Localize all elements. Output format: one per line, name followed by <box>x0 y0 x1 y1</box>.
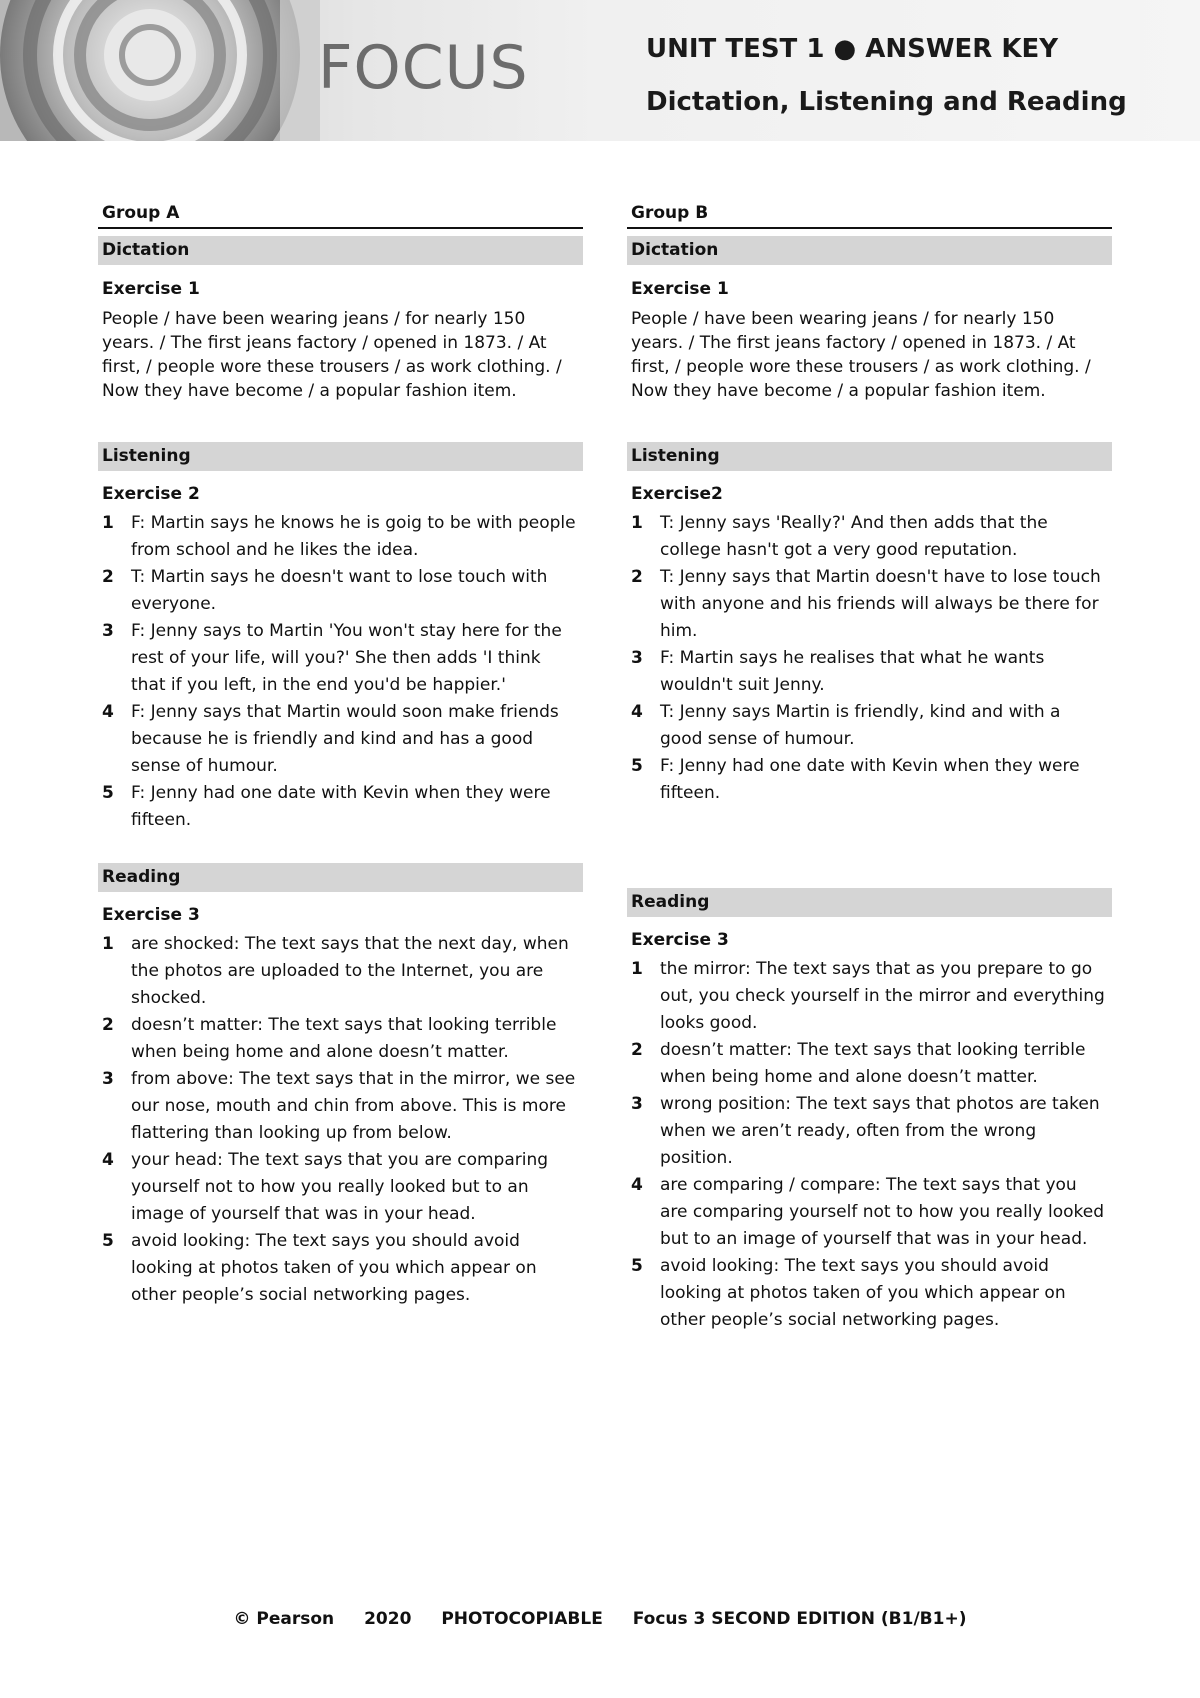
page-footer <box>0 1609 1200 1629</box>
list-item: 5 F: Jenny had one date with Kevin when they were fifteen. <box>631 756 1080 803</box>
group-b-column <box>627 203 1112 1334</box>
list-item: 3 F: Martin says he realises that what he wants wouldn't suit Jenny. <box>631 648 1045 695</box>
group-b-reading-list <box>627 956 1112 1334</box>
page-subtitle: Dictation, Listening and Reading <box>646 87 1127 117</box>
group-b-dictation-text: People / have been wearing jeans / for nearly 150 years. / The first jeans factory / opened in 1873. / At first, / people wore these trousers / as work clothing. / Now they have become / a popular fashion item. <box>631 309 1091 401</box>
list-item: 1 are shocked: The text says that the next day, when the photos are uploaded to the Internet, you are shocked. <box>102 934 569 1008</box>
list-item: 5 F: Jenny had one date with Kevin when they were fifteen. <box>102 783 551 830</box>
list-item: 2 T: Jenny says that Martin doesn't have to lose touch with anyone and his friends will always be there for him. <box>631 567 1101 641</box>
list-item: 4 T: Jenny says Martin is friendly, kind and with a good sense of humour. <box>631 702 1061 749</box>
group-b-listening-heading: Listening <box>627 442 1112 471</box>
group-a-listening-heading: Listening <box>98 442 583 471</box>
list-item: 2 T: Martin says he doesn't want to lose touch with everyone. <box>102 567 548 614</box>
list-item: 1 F: Martin says he knows he is goig to be with people from school and he likes the idea. <box>102 513 576 560</box>
group-a-reading-list <box>98 931 583 1309</box>
list-item: 5 avoid looking: The text says you should avoid looking at photos taken of you which appear on other people’s social networking pages. <box>631 1256 1066 1330</box>
page-title: UNIT TEST 1 ● ANSWER KEY <box>646 34 1059 64</box>
group-a-dictation-exercise: Exercise 1 <box>102 279 200 299</box>
footer-year: 2020 <box>364 1609 412 1629</box>
list-item: 3 wrong position: The text says that photos are taken when we aren’t ready, often from the wrong position. <box>631 1094 1100 1168</box>
list-item: 4 are comparing / compare: The text says that you are comparing yourself not to how you really looked but to an image of yourself that was in your head. <box>631 1175 1105 1249</box>
group-a-title: Group A <box>98 203 583 229</box>
footer-copyright: © Pearson <box>233 1609 335 1629</box>
group-a-listening-list <box>98 510 583 834</box>
list-item: 1 T: Jenny says 'Really?' And then adds that the college hasn't got a very good reputation. <box>631 513 1048 560</box>
group-b-listening-exercise: Exercise2 <box>631 484 723 504</box>
group-a-dictation-heading: Dictation <box>98 236 583 265</box>
focus-logo: FOCUS <box>318 33 529 103</box>
group-a-column <box>98 203 583 1309</box>
group-a-dictation-text: People / have been wearing jeans / for nearly 150 years. / The first jeans factory / opened in 1873. / At first, / people wore these trousers / as work clothing. / Now they have become / a popular fashion item. <box>102 309 562 401</box>
group-b-title: Group B <box>627 203 1112 229</box>
group-b-dictation-exercise: Exercise 1 <box>631 279 729 299</box>
list-item: 5 avoid looking: The text says you should avoid looking at photos taken of you which appear on other people’s social networking pages. <box>102 1231 537 1305</box>
list-item: 2 doesn’t matter: The text says that looking terrible when being home and alone doesn’t matter. <box>102 1015 557 1062</box>
lens-swirl-graphic <box>0 0 320 141</box>
footer-photocopiable: PHOTOCOPIABLE <box>441 1609 603 1629</box>
group-a-listening-exercise: Exercise 2 <box>102 484 200 504</box>
list-item: 2 doesn’t matter: The text says that looking terrible when being home and alone doesn’t matter. <box>631 1040 1086 1087</box>
group-b-reading-heading: Reading <box>627 888 1112 917</box>
list-item: 1 the mirror: The text says that as you prepare to go out, you check yourself in the mirror and everything looks good. <box>631 959 1105 1033</box>
list-item: 4 your head: The text says that you are comparing yourself not to how you really looked but to an image of yourself that was in your head. <box>102 1150 549 1224</box>
group-b-dictation-heading: Dictation <box>627 236 1112 265</box>
group-a-reading-heading: Reading <box>98 863 583 892</box>
list-item: 3 F: Jenny says to Martin 'You won't stay here for the rest of your life, will you?' She then adds 'I think that if you left, in the end you'd be happier.' <box>102 621 562 695</box>
list-item: 4 F: Jenny says that Martin would soon make friends because he is friendly and kind and has a good sense of humour. <box>102 702 559 776</box>
group-b-listening-list <box>627 510 1112 807</box>
list-item: 3 from above: The text says that in the mirror, we see our nose, mouth and chin from above. This is more flattering than looking up from below. <box>102 1069 576 1143</box>
group-a-reading-exercise: Exercise 3 <box>102 905 200 925</box>
footer-edition: Focus 3 SECOND EDITION (B1/B1+) <box>632 1609 967 1629</box>
group-b-reading-exercise: Exercise 3 <box>631 930 729 950</box>
page-header <box>0 0 1200 141</box>
